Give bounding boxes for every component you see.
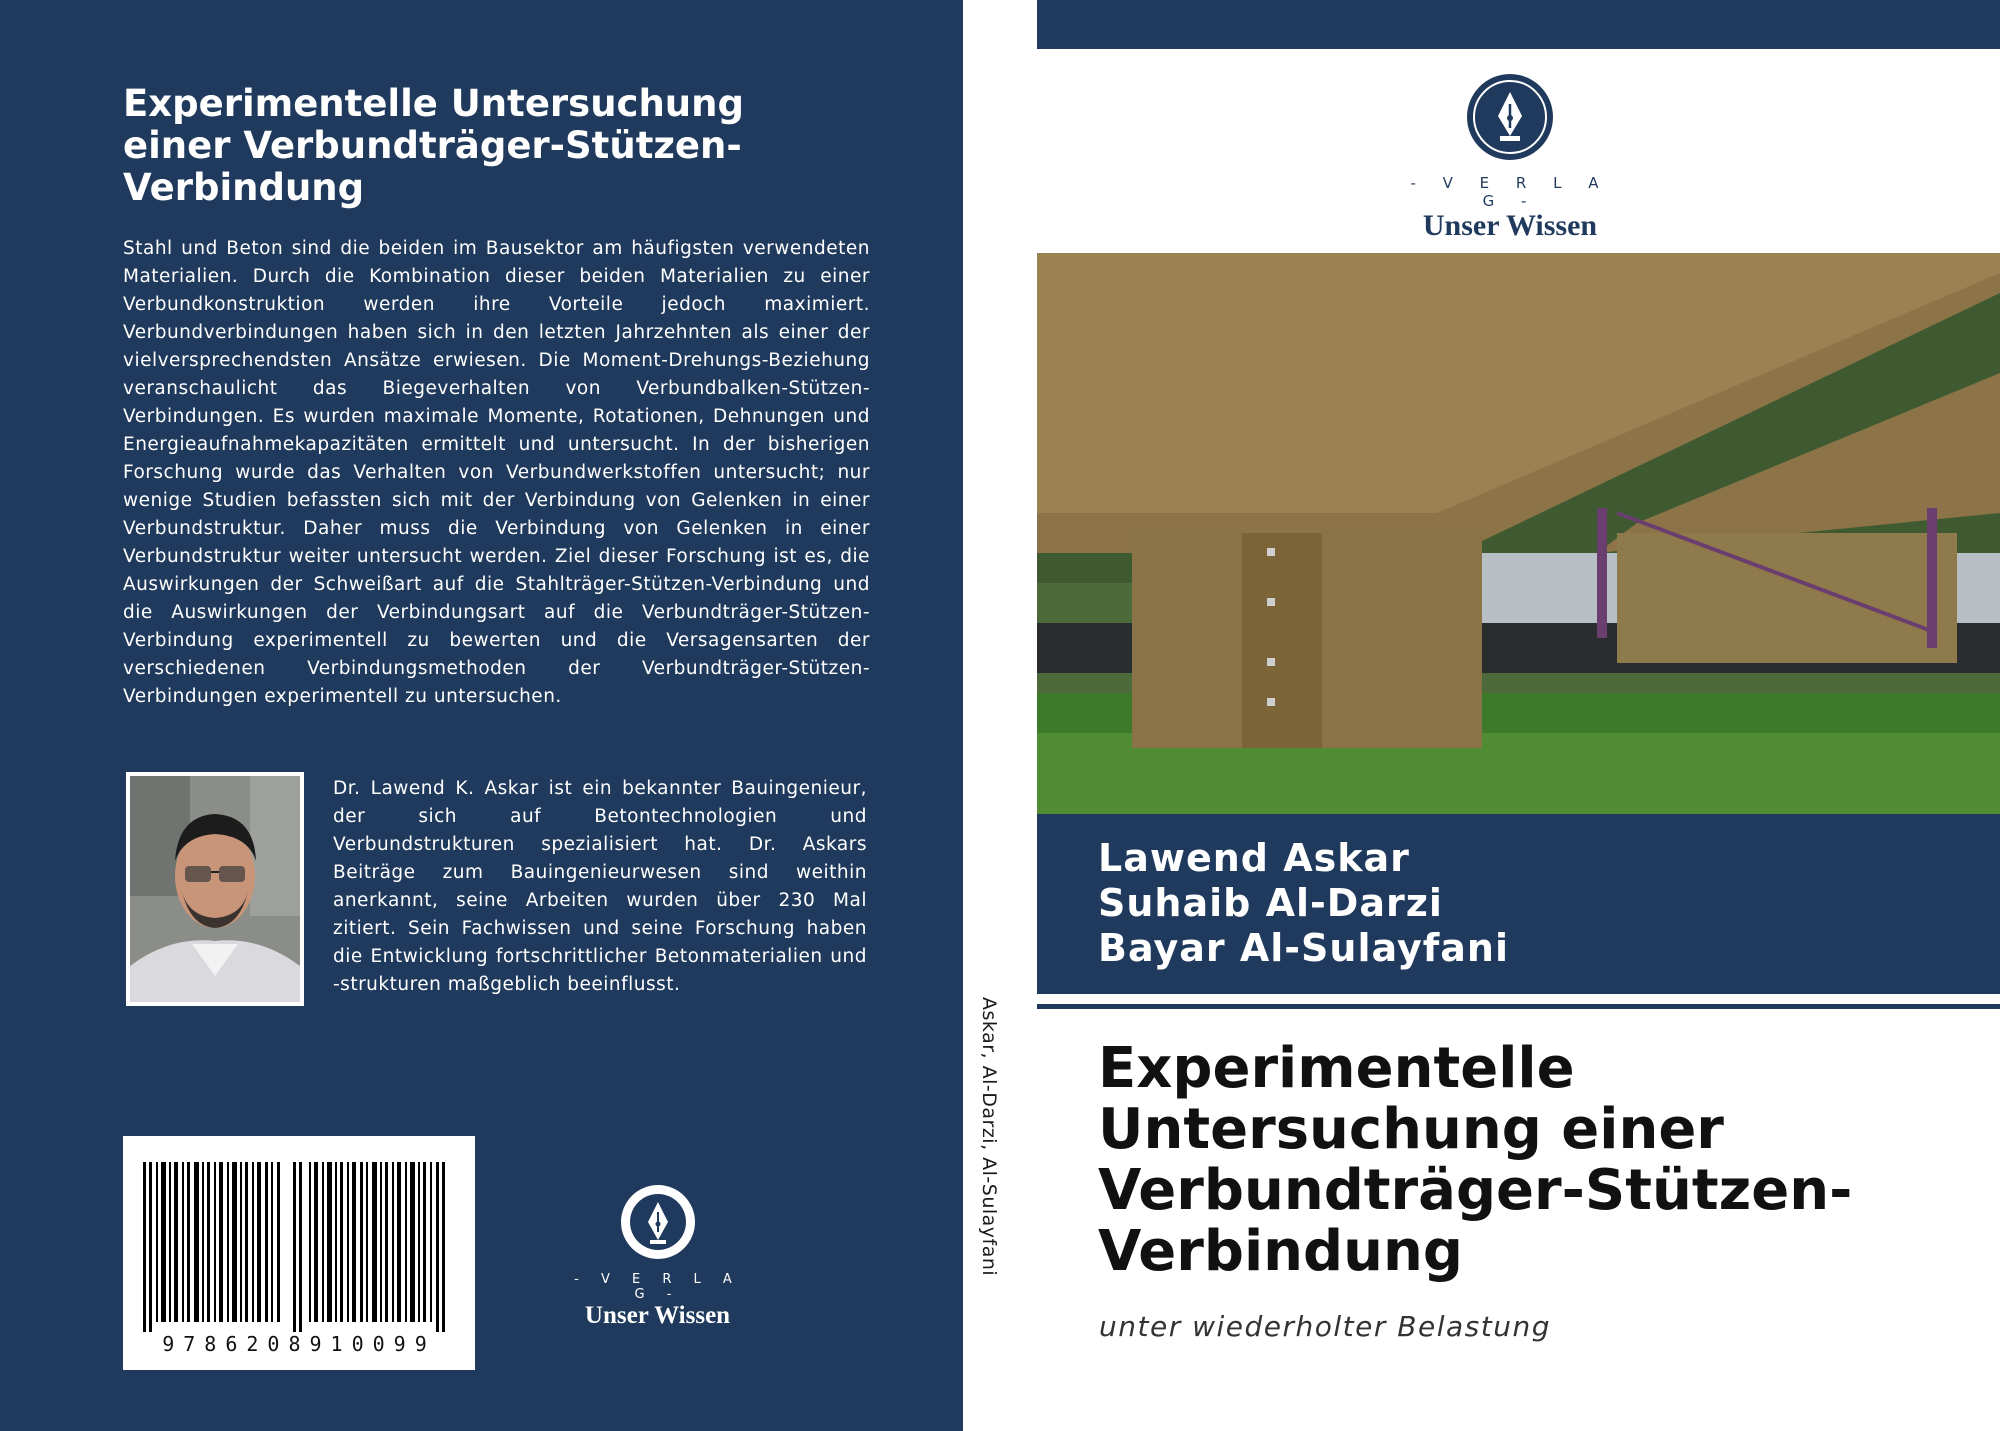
author-name-1: Lawend Askar	[1098, 836, 1410, 880]
front-cover-title: Experimentelle Untersuchung einer Verbundträger-Stützen-Verbindung	[1098, 1036, 1853, 1284]
isbn-digits: 9786208910099	[162, 1332, 436, 1356]
author-portrait-icon	[130, 776, 300, 1002]
author-bio: Dr. Lawend K. Askar ist ein bekannter Bauingenieur, der sich auf Betontechnologien und Verbundstrukturen spezialisiert hat. Dr. Askars Beiträge zum Bauingenieurwesen sind weithin anerkannt, seine Arbeiten wurden über 230 Mal zitiert. Sein Fachwissen und seine Forschung haben die Entwicklung fortschrittlicher Betonmaterialien und -strukturen maßgeblich beeinflusst.	[333, 778, 867, 995]
fountain-pen-nib-seal-icon	[618, 1182, 698, 1262]
barcode-icon	[143, 1162, 455, 1332]
author-photo	[126, 772, 304, 1006]
front-logo-verlag: - V E R L A G -	[1410, 174, 1610, 210]
isbn-barcode	[123, 1136, 475, 1370]
front-logo-name: Unser Wissen	[1422, 209, 1598, 242]
steel-beam-column-photo	[1037, 253, 2000, 814]
spine	[963, 0, 1037, 1431]
spine-authors: Askar, Al-Darzi, Al-Sulayfani	[978, 997, 1000, 1277]
back-publisher-logo	[560, 1182, 755, 1330]
front-publisher-logo	[1400, 72, 1620, 242]
front-cover-subtitle: unter wiederholter Belastung	[1099, 1310, 1552, 1343]
cover-photo	[1037, 253, 2000, 814]
author-name-3: Bayar Al-Sulayfani	[1098, 926, 1509, 970]
front-top-bar	[1037, 0, 2000, 49]
fountain-pen-nib-seal-icon	[1465, 72, 1555, 162]
back-cover	[0, 0, 963, 1431]
authors-band	[1037, 814, 2000, 994]
front-divider	[1037, 1004, 2000, 1009]
back-logo-verlag: - V E R L A G -	[574, 1272, 741, 1302]
back-cover-title: Experimentelle Untersuchung einer Verbundträger-Stützen-Verbindung	[123, 82, 744, 209]
back-logo-name: Unser Wissen	[584, 1302, 731, 1329]
back-cover-blurb: Stahl und Beton sind die beiden im Bausektor am häufigsten verwendeten Materialien. Durch die Kombination dieser beiden Materialien zu einer Verbundkonstruktion werden ihre Vorteile jedoch maximiert. Verbundverbindungen haben sich in den letzten Jahrzehnten als einer der vielversprechendsten Ansätze erwiesen. Die Moment-Drehungs-Beziehung veranschaulicht das Biegeverhalten von Verbundbalken-Stützen-Verbindungen. Es wurden maximale Momente, Rotationen, Dehnungen und Energieaufnahmekapazitäten ermittelt und untersucht. In der bisherigen Forschung wurde das Verhalten von Verbundwerkstoffen untersucht; nur wenige Studien befassten sich mit der Verbindung von Gelenken in einer Verbundstruktur. Daher muss die Verbindung von Gelenken in einer Verbundstruktur weiter untersucht werden. Ziel dieser Forschung ist es, die Auswirkungen der Schweißart auf die Stahlträger-Stützen-Verbindung und die Auswirkungen der Verbindungsart auf die Verbundträger-Stützen-Verbindung experimentell zu bewerten und die Versagensarten der verschiedenen Verbindungsmethoden der Verbundträger-Stützen-Verbindungen experimentell zu untersuchen.	[123, 238, 870, 707]
author-name-2: Suhaib Al-Darzi	[1098, 881, 1443, 925]
